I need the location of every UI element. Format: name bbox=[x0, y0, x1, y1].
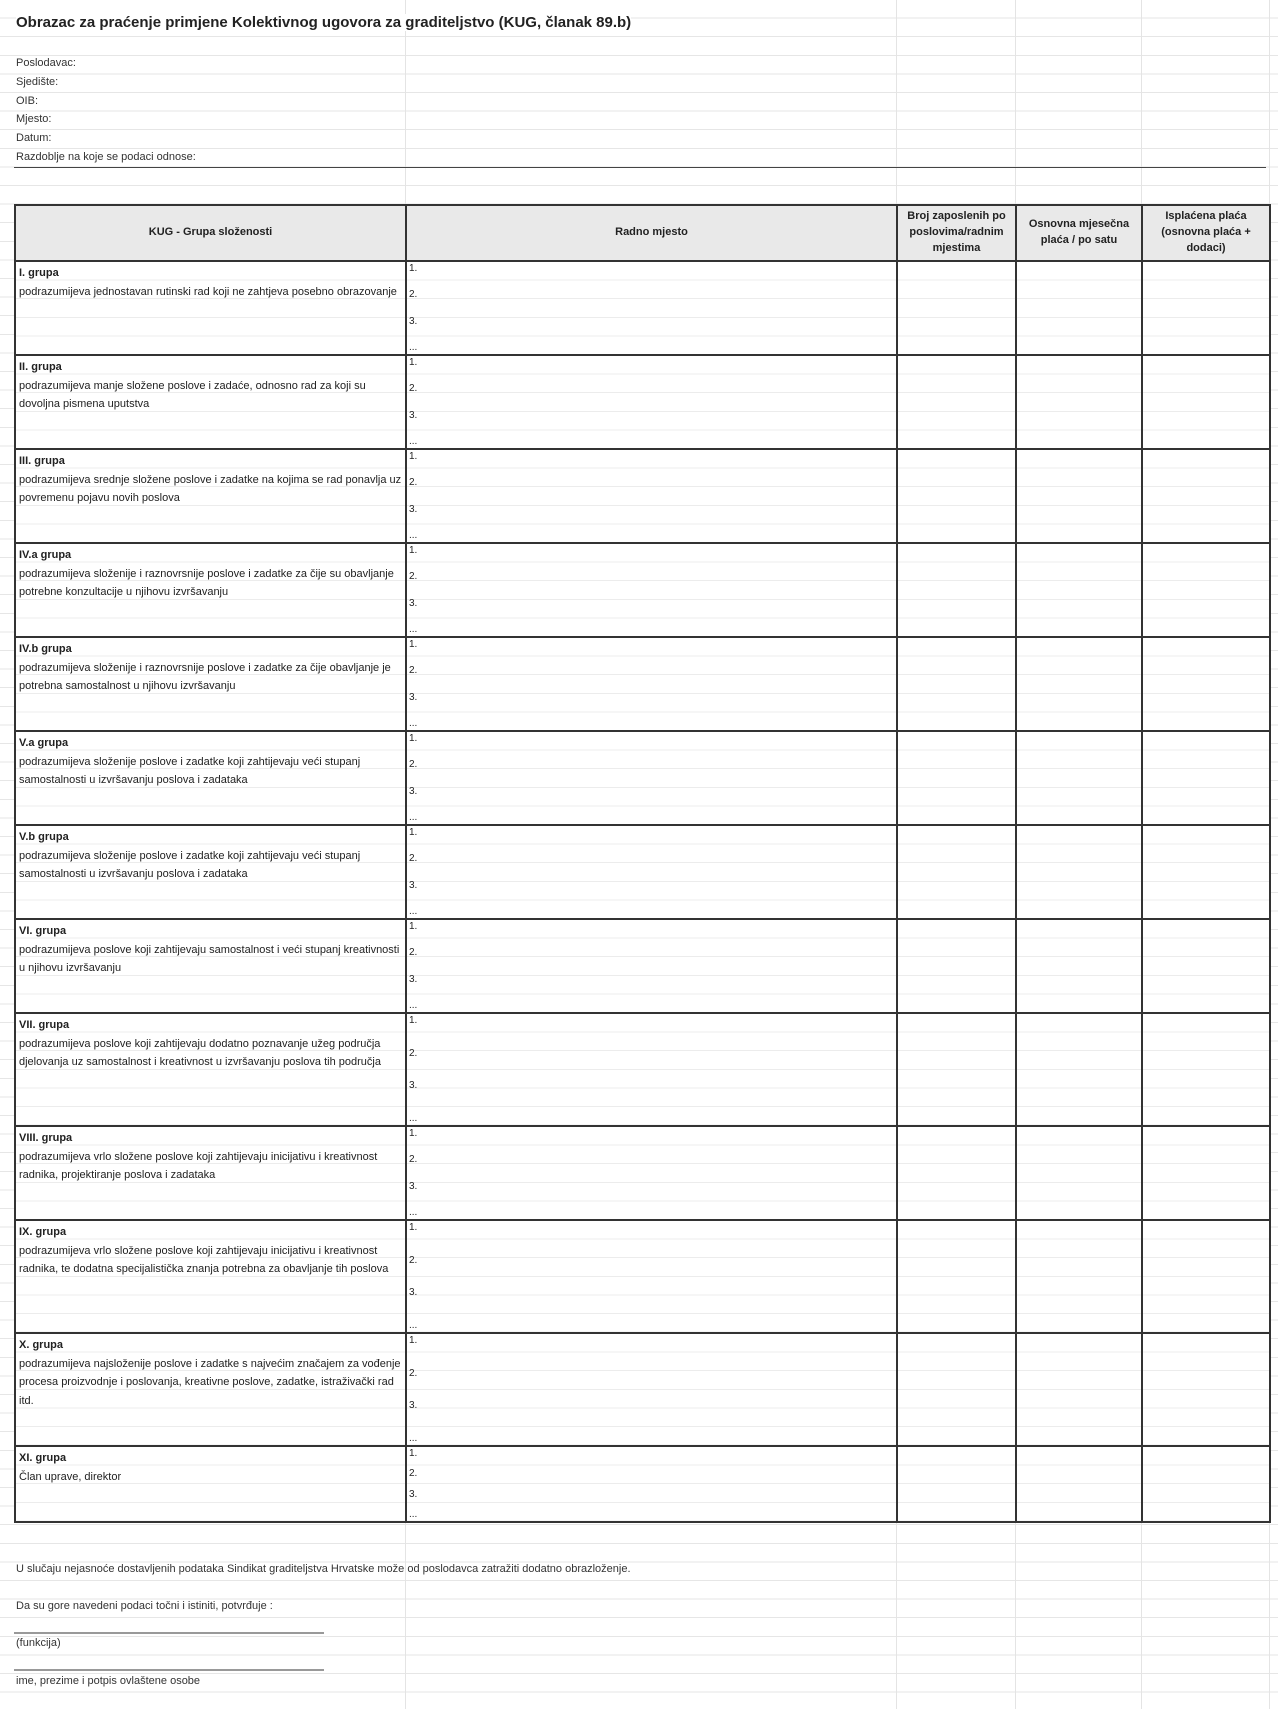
group-description: podrazumijeva najsloženije poslove i zadatke s najvećim značajem za vođenje procesa proizvodnje i poslovanja, kreativne poslove, zadatke, istraživački rad itd. bbox=[19, 1357, 401, 1407]
base-salary-cell[interactable] bbox=[1016, 355, 1142, 449]
table-row bbox=[15, 355, 1270, 449]
table-row bbox=[15, 731, 1270, 825]
table-row bbox=[15, 637, 1270, 731]
row-number: 2. bbox=[409, 1154, 418, 1166]
table-row bbox=[15, 449, 1270, 543]
row-number: 3. bbox=[409, 785, 418, 797]
clarification-note: U slučaju nejasnoće dostavljenih podataka Sindikat graditeljstva Hrvatske može od poslodavca zatražiti dodatno obrazloženje. bbox=[16, 1563, 631, 1575]
row-number: ... bbox=[409, 1319, 418, 1331]
signature-label: ime, prezime i potpis ovlaštene osobe bbox=[16, 1675, 201, 1687]
paid-salary-cell[interactable] bbox=[1142, 919, 1270, 1013]
workplace-cell[interactable] bbox=[406, 825, 897, 919]
group-description: podrazumijeva manje složene poslove i zadaće, odnosno rad za koji su dovoljna pismena uputstva bbox=[19, 379, 366, 411]
row-number: ... bbox=[409, 1112, 418, 1124]
paid-salary-cell[interactable] bbox=[1142, 1220, 1270, 1333]
row-number: 3. bbox=[409, 1080, 418, 1092]
base-salary-cell[interactable] bbox=[1016, 1220, 1142, 1333]
row-number: ... bbox=[409, 1206, 418, 1218]
row-number: ... bbox=[409, 435, 418, 447]
row-number: 1. bbox=[409, 357, 418, 368]
row-number: 2. bbox=[409, 1367, 418, 1379]
paid-salary-cell[interactable] bbox=[1142, 1446, 1270, 1522]
headquarters-label: Sjedište: bbox=[16, 76, 59, 88]
row-number: 2. bbox=[409, 665, 418, 677]
group-title: VIII. grupa bbox=[19, 1132, 73, 1144]
group-title: X. grupa bbox=[19, 1339, 64, 1351]
row-number: 2. bbox=[409, 571, 418, 583]
row-number: 3. bbox=[409, 503, 418, 515]
row-number: 2. bbox=[409, 383, 418, 395]
row-number: 3. bbox=[409, 1400, 418, 1412]
row-number: 2. bbox=[409, 1254, 418, 1266]
group-cell bbox=[15, 825, 406, 919]
paid-salary-cell[interactable] bbox=[1142, 1333, 1270, 1446]
table-header-row bbox=[15, 205, 1270, 261]
workplace-cell[interactable] bbox=[406, 1220, 897, 1333]
row-number: 1. bbox=[409, 545, 418, 556]
row-number: 2. bbox=[409, 947, 418, 959]
workplace-cell[interactable] bbox=[406, 355, 897, 449]
employee-count-cell[interactable] bbox=[897, 543, 1016, 637]
table-row bbox=[15, 919, 1270, 1013]
row-number: 3. bbox=[409, 1287, 418, 1299]
paid-salary-cell[interactable] bbox=[1142, 637, 1270, 731]
group-cell bbox=[15, 1446, 406, 1522]
paid-salary-cell[interactable] bbox=[1142, 731, 1270, 825]
group-cell bbox=[15, 919, 406, 1013]
table-row bbox=[15, 261, 1270, 355]
table-row bbox=[15, 1126, 1270, 1220]
table-row bbox=[15, 825, 1270, 919]
oib-label: OIB: bbox=[16, 95, 39, 107]
place-label: Mjesto: bbox=[16, 113, 52, 125]
workplace-cell[interactable] bbox=[406, 261, 897, 355]
complexity-groups-table bbox=[14, 204, 1271, 1523]
confirmation-text: Da su gore navedeni podaci točni i istiniti, potvrđuje : bbox=[16, 1600, 273, 1612]
group-title: XI. grupa bbox=[19, 1452, 67, 1464]
workplace-cell[interactable] bbox=[406, 543, 897, 637]
group-description: podrazumijeva složenije poslove i zadatke koji zahtijevaju veći stupanj samostalnosti u izvršavanju poslova i zadataka bbox=[19, 755, 361, 787]
function-label: (funkcija) bbox=[16, 1637, 61, 1649]
row-number: 1. bbox=[409, 451, 418, 462]
date-label: Datum: bbox=[16, 132, 52, 144]
base-salary-cell[interactable] bbox=[1016, 1013, 1142, 1126]
base-salary-cell[interactable] bbox=[1016, 1126, 1142, 1220]
group-cell bbox=[15, 1013, 406, 1126]
group-description: podrazumijeva složenije i raznovrsnije poslove i zadatke za čije obavljanje je potrebna samostalnost u njihovu izvršavanju bbox=[19, 661, 391, 693]
group-title: VII. grupa bbox=[19, 1019, 70, 1031]
header-base-salary: Osnovna mjesečna plaća / po satu bbox=[1016, 205, 1142, 261]
row-number: 1. bbox=[409, 827, 418, 838]
paid-salary-cell[interactable] bbox=[1142, 825, 1270, 919]
workplace-cell[interactable] bbox=[406, 1446, 897, 1522]
group-title: VI. grupa bbox=[19, 925, 67, 937]
group-description: podrazumijeva jednostavan rutinski rad koji ne zahtjeva posebno obrazovanje bbox=[19, 285, 397, 298]
group-description: podrazumijeva poslove koji zahtijevaju samostalnost i veći stupanj kreativnosti u njihovu izvršavanju bbox=[19, 943, 400, 975]
row-number: 1. bbox=[409, 263, 418, 274]
group-title: V.b grupa bbox=[19, 831, 69, 843]
table-row bbox=[15, 1220, 1270, 1333]
paid-salary-cell[interactable] bbox=[1142, 355, 1270, 449]
header-workplace: Radno mjesto bbox=[406, 205, 897, 261]
base-salary-cell[interactable] bbox=[1016, 919, 1142, 1013]
employee-count-cell[interactable] bbox=[897, 919, 1016, 1013]
divider bbox=[14, 167, 1266, 168]
row-number: 1. bbox=[409, 1222, 418, 1233]
group-title: IV.a grupa bbox=[19, 549, 72, 561]
period-label: Razdoblje na koje se podaci odnose: bbox=[16, 151, 196, 163]
group-title: II. grupa bbox=[19, 361, 62, 373]
row-number: 3. bbox=[409, 1180, 418, 1192]
workplace-cell[interactable] bbox=[406, 637, 897, 731]
employee-count-cell[interactable] bbox=[897, 825, 1016, 919]
workplace-cell[interactable] bbox=[406, 1013, 897, 1126]
table-row bbox=[15, 1333, 1270, 1446]
row-number: 2. bbox=[409, 759, 418, 771]
group-cell bbox=[15, 261, 406, 355]
header-employee-count: Broj zaposlenih po poslovima/radnim mjestima bbox=[897, 205, 1016, 261]
group-cell bbox=[15, 449, 406, 543]
base-salary-cell[interactable] bbox=[1016, 637, 1142, 731]
base-salary-cell[interactable] bbox=[1016, 1333, 1142, 1446]
row-number: 1. bbox=[409, 1128, 418, 1139]
group-description: podrazumijeva srednje složene poslove i zadatke na kojima se rad ponavlja uz povremenu pojavu novih poslova bbox=[19, 473, 402, 505]
row-number: 1. bbox=[409, 1335, 418, 1346]
base-salary-cell[interactable] bbox=[1016, 1446, 1142, 1522]
group-title: IV.b grupa bbox=[19, 643, 72, 655]
row-number: 2. bbox=[409, 1047, 418, 1059]
row-number: ... bbox=[409, 905, 418, 917]
group-title: III. grupa bbox=[19, 455, 65, 467]
group-cell bbox=[15, 543, 406, 637]
row-number: 2. bbox=[409, 853, 418, 865]
paid-salary-cell[interactable] bbox=[1142, 543, 1270, 637]
base-salary-cell[interactable] bbox=[1016, 449, 1142, 543]
group-description: podrazumijeva složenije i raznovrsnije poslove i zadatke za čije su obavljanje potrebne konzultacije u njihovu izvršavanju bbox=[19, 567, 394, 599]
row-number: ... bbox=[409, 341, 418, 353]
employee-count-cell[interactable] bbox=[897, 355, 1016, 449]
row-number: ... bbox=[409, 529, 418, 541]
row-number: ... bbox=[409, 811, 418, 823]
name-signature-line[interactable] bbox=[14, 1669, 324, 1671]
row-number: ... bbox=[409, 1508, 418, 1520]
workplace-cell[interactable] bbox=[406, 919, 897, 1013]
base-salary-cell[interactable] bbox=[1016, 543, 1142, 637]
base-salary-cell[interactable] bbox=[1016, 731, 1142, 825]
form-title: Obrazac za praćenje primjene Kolektivnog ugovora za graditeljstvo (KUG, članak 89.b) bbox=[16, 14, 632, 31]
base-salary-cell[interactable] bbox=[1016, 261, 1142, 355]
row-number: 1. bbox=[409, 639, 418, 650]
paid-salary-cell[interactable] bbox=[1142, 261, 1270, 355]
employee-count-cell[interactable] bbox=[897, 1013, 1016, 1126]
group-cell bbox=[15, 1126, 406, 1220]
group-cell bbox=[15, 731, 406, 825]
row-number: 1. bbox=[409, 1015, 418, 1026]
row-number: 3. bbox=[409, 879, 418, 891]
table-row bbox=[15, 1013, 1270, 1126]
row-number: ... bbox=[409, 1432, 418, 1444]
workplace-cell[interactable] bbox=[406, 1126, 897, 1220]
group-description: podrazumijeva poslove koji zahtijevaju dodatno poznavanje užeg područja djelovanja uz samostalnost i kreativnost u izvršavanju poslova tih područja bbox=[19, 1037, 381, 1069]
group-cell bbox=[15, 1333, 406, 1446]
paid-salary-cell[interactable] bbox=[1142, 449, 1270, 543]
employee-count-cell[interactable] bbox=[897, 1446, 1016, 1522]
row-number: 3. bbox=[409, 973, 418, 985]
group-title: IX. grupa bbox=[19, 1226, 67, 1238]
employee-count-cell[interactable] bbox=[897, 1220, 1016, 1333]
employee-count-cell[interactable] bbox=[897, 1333, 1016, 1446]
group-description: podrazumijeva vrlo složene poslove koji zahtijevaju inicijativu i kreativnost radnika, te dodatna specijalistička znanja potrebna za obavljanje tih poslova bbox=[19, 1244, 389, 1276]
row-number: 3. bbox=[409, 315, 418, 327]
row-number: 1. bbox=[409, 1448, 418, 1459]
group-title: V.a grupa bbox=[19, 737, 69, 749]
row-number: ... bbox=[409, 623, 418, 635]
header-paid-salary: Isplaćena plaća (osnovna plaća + dodaci) bbox=[1142, 205, 1270, 261]
row-number: 2. bbox=[409, 1468, 418, 1480]
table-row bbox=[15, 1446, 1270, 1522]
group-title: I. grupa bbox=[19, 267, 59, 279]
row-number: 1. bbox=[409, 733, 418, 744]
row-number: 3. bbox=[409, 691, 418, 703]
employee-count-cell[interactable] bbox=[897, 731, 1016, 825]
function-signature-line[interactable] bbox=[14, 1632, 324, 1634]
employee-count-cell[interactable] bbox=[897, 261, 1016, 355]
row-number: 3. bbox=[409, 1488, 418, 1500]
group-cell bbox=[15, 355, 406, 449]
employer-label: Poslodavac: bbox=[16, 57, 76, 69]
group-cell bbox=[15, 637, 406, 731]
workplace-cell[interactable] bbox=[406, 449, 897, 543]
workplace-cell[interactable] bbox=[406, 1333, 897, 1446]
group-description: podrazumijeva vrlo složene poslove koji zahtijevaju inicijativu i kreativnost radnika, projektiranje poslova i zadataka bbox=[19, 1150, 378, 1182]
group-description: podrazumijeva složenije poslove i zadatke koji zahtijevaju veći stupanj samostalnosti u izvršavanju poslova i zadataka bbox=[19, 849, 361, 881]
employee-count-cell[interactable] bbox=[897, 637, 1016, 731]
row-number: ... bbox=[409, 999, 418, 1011]
group-description: Član uprave, direktor bbox=[19, 1470, 122, 1483]
header-group: KUG - Grupa složenosti bbox=[15, 205, 406, 261]
paid-salary-cell[interactable] bbox=[1142, 1013, 1270, 1126]
paid-salary-cell[interactable] bbox=[1142, 1126, 1270, 1220]
row-number: 2. bbox=[409, 289, 418, 301]
workplace-cell[interactable] bbox=[406, 731, 897, 825]
row-number: 3. bbox=[409, 597, 418, 609]
table-row bbox=[15, 543, 1270, 637]
employee-count-cell[interactable] bbox=[897, 449, 1016, 543]
row-number: 3. bbox=[409, 409, 418, 421]
row-number: 2. bbox=[409, 477, 418, 489]
group-cell bbox=[15, 1220, 406, 1333]
base-salary-cell[interactable] bbox=[1016, 825, 1142, 919]
row-number: 1. bbox=[409, 921, 418, 932]
row-number: ... bbox=[409, 717, 418, 729]
employee-count-cell[interactable] bbox=[897, 1126, 1016, 1220]
